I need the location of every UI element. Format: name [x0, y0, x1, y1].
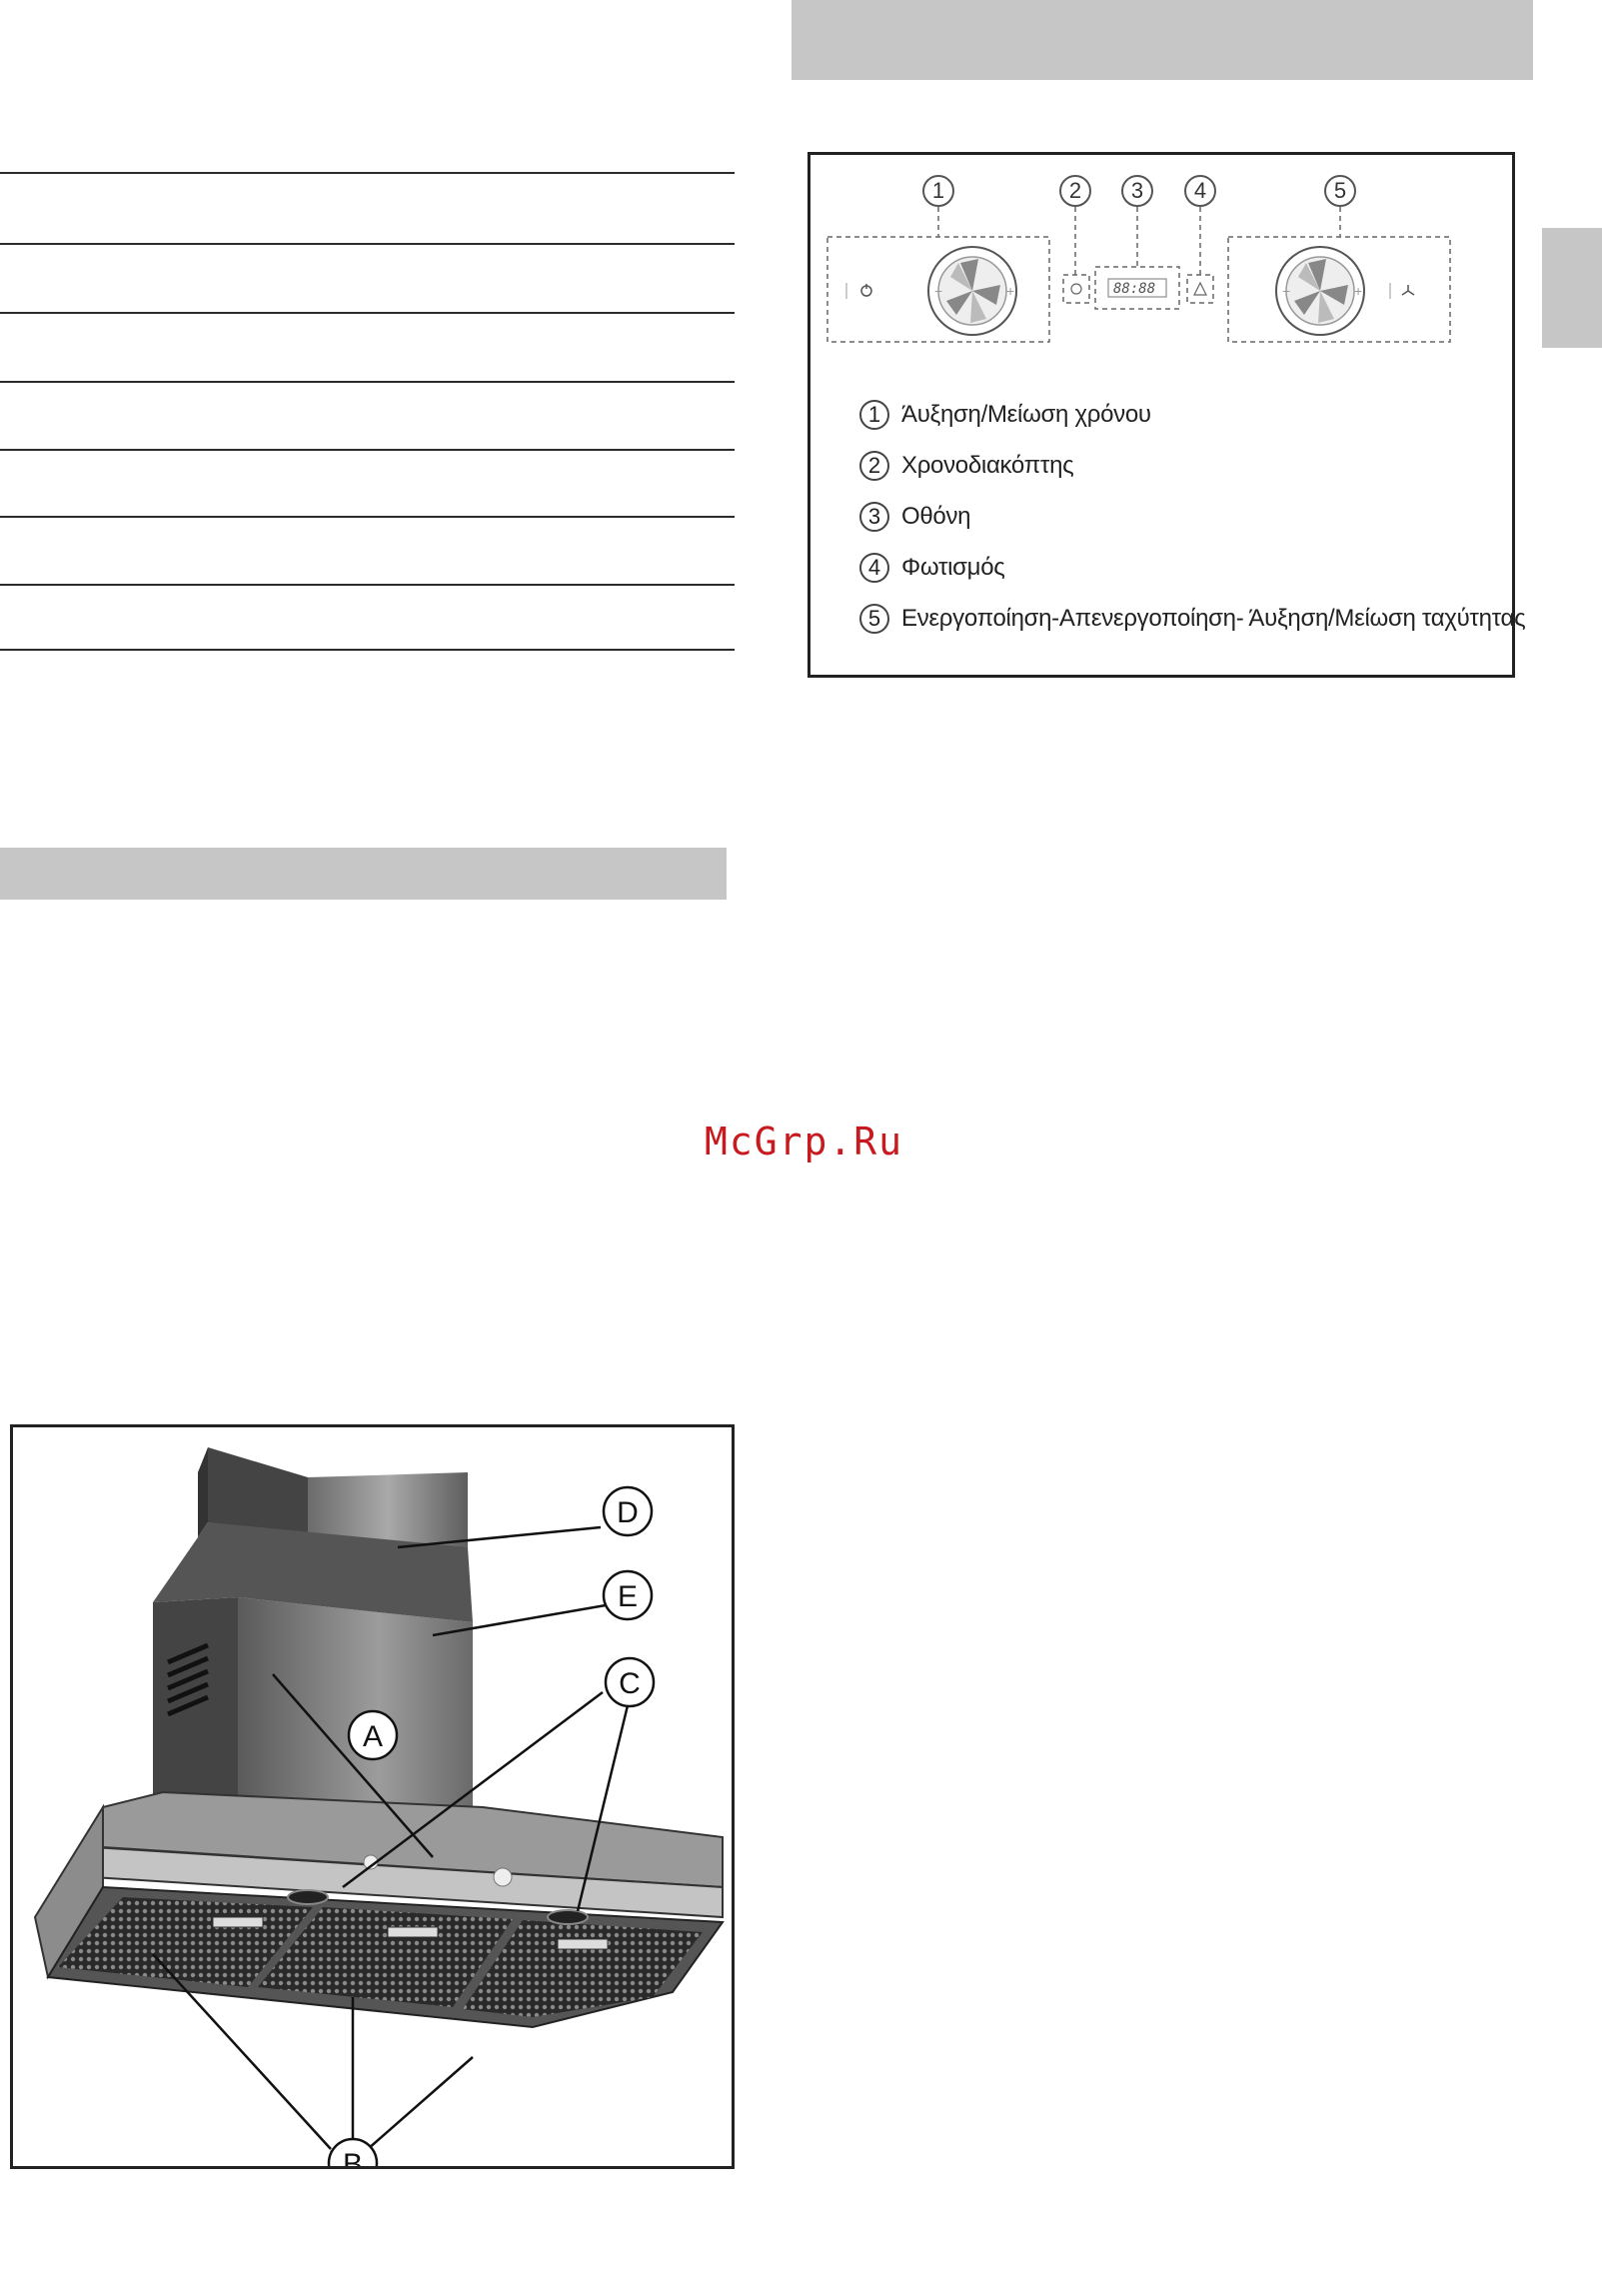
legend-item: [859, 498, 970, 536]
legend-item: [859, 549, 1005, 587]
watermark: McGrp.Ru: [705, 1120, 904, 1163]
table-rule: [0, 172, 735, 174]
svg-text:+: +: [1006, 283, 1015, 299]
legend-label: Οθόνη: [901, 503, 971, 530]
section-header-bar-top: [792, 0, 1533, 80]
label-A: A: [362, 1720, 384, 1753]
legend-item: [859, 600, 1525, 638]
svg-text:−: −: [1282, 283, 1291, 299]
legend-label: Φωτισμός: [901, 554, 1005, 581]
panel-display-text: 88:88: [1113, 281, 1156, 297]
table-rule: [0, 243, 735, 245]
label-E: E: [617, 1580, 639, 1613]
callout-3: 3: [1121, 175, 1153, 207]
legend-item: [859, 396, 1151, 434]
callout-2: 2: [1059, 175, 1091, 207]
table-rule: [0, 649, 735, 651]
legend-label: Ενεργοποίηση-Απενεργοποίηση- Άυξηση/Μείωση ταχύτητας: [901, 605, 1526, 632]
callout-1: 1: [922, 175, 954, 207]
label-B: B: [342, 2148, 364, 2166]
label-D: D: [617, 1496, 639, 1529]
legend-label: Χρονοδιακόπτης: [901, 452, 1074, 479]
legend-number: 2: [859, 451, 889, 481]
svg-text:+: +: [1354, 283, 1363, 299]
table-rule: [0, 449, 735, 451]
legend-label: Άυξηση/Μείωση χρόνου: [901, 401, 1151, 428]
legend-item: [859, 447, 1073, 485]
svg-text:−: −: [934, 283, 943, 299]
legend-number: 5: [859, 604, 889, 634]
table-rule: [0, 312, 735, 314]
legend-number: 1: [859, 400, 889, 430]
legend-number: 4: [859, 553, 889, 583]
legend-number: 3: [859, 502, 889, 532]
label-C: C: [619, 1667, 641, 1700]
side-tab: [1542, 228, 1602, 348]
callout-4: 4: [1184, 175, 1216, 207]
hood-illustration: [13, 1427, 732, 2166]
control-panel-diagram: [810, 155, 1512, 375]
hood-figure: [10, 1424, 735, 2169]
section-header-bar-left: [0, 848, 727, 900]
table-rule: [0, 516, 735, 518]
table-rule: [0, 584, 735, 586]
callout-5: 5: [1324, 175, 1356, 207]
table-rule: [0, 381, 735, 383]
